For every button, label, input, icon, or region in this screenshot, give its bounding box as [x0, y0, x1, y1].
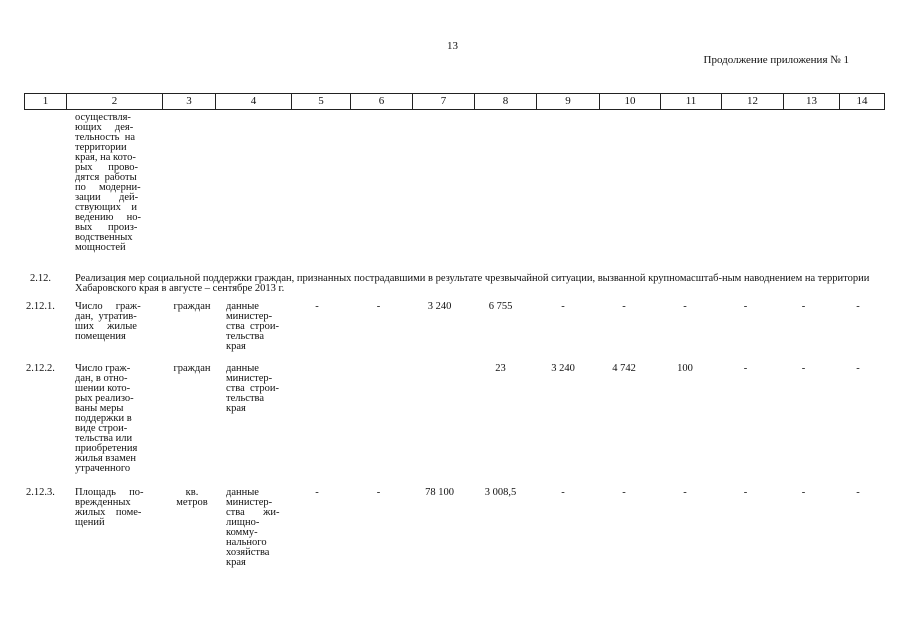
row-unit: граждан [173, 301, 211, 312]
row-value-c10: - [622, 487, 626, 498]
row-value-c12: - [743, 487, 748, 498]
row-value-c9: - [561, 487, 565, 498]
row-value-c10: - [622, 301, 626, 312]
carryover-text: осуществля- ющих дея- тельность на территории края, на кото- рых прово- дятся работы по модерни- зации дей- ствующих и ведению но- вых произ- водственных мощностей [75, 112, 141, 253]
row-value-c8: 23 [495, 363, 506, 374]
column-header: 1 [25, 94, 67, 110]
row-source: данные министер- ства строи- тельства края [226, 301, 279, 352]
row-unit: граждан [173, 363, 211, 374]
row-source: данные министер- ства строи- тельства края [226, 363, 279, 414]
row-value-c11: - [683, 301, 687, 312]
row-value-c7: 3 240 [427, 301, 452, 312]
row-value-c13: - [801, 487, 806, 498]
column-header: 3 [163, 94, 216, 110]
row-number: 2.12.2. [26, 363, 55, 374]
column-header: 13 [784, 94, 840, 110]
row-value-c9: - [561, 301, 565, 312]
column-header: 8 [475, 94, 537, 110]
row-value-c11: - [683, 487, 687, 498]
row-value-c11: 100 [677, 363, 693, 374]
section-number: 2.12. [30, 273, 51, 284]
column-header: 12 [722, 94, 784, 110]
column-header-table [24, 93, 885, 110]
column-header: 6 [351, 94, 413, 110]
column-header: 7 [413, 94, 475, 110]
row-value-c8: 3 008,5 [484, 487, 517, 498]
row-value-c14: - [856, 363, 860, 374]
column-header: 5 [292, 94, 351, 110]
row-name: Число граж- дан, в отно- шении кото- рых реализо- ваны меры поддержки в виде строи- тельства или приобретения жилья взамен утраченного [75, 363, 138, 474]
row-name: Число граж- дан, утратив- ших жилые помещения [75, 301, 141, 342]
row-value-c6: - [376, 301, 381, 312]
row-value-c10: 4 742 [612, 363, 636, 374]
column-header: 14 [840, 94, 885, 110]
continuation-label: Продолжение приложения № 1 [703, 54, 849, 66]
row-value-c5: - [315, 487, 319, 498]
column-header: 11 [661, 94, 722, 110]
row-value-c14: - [856, 487, 860, 498]
row-value-c13: - [801, 301, 806, 312]
row-unit: кв. метров [176, 487, 208, 508]
row-value-c12: - [743, 301, 748, 312]
page-number: 13 [447, 40, 458, 52]
row-value-c12: - [743, 363, 748, 374]
row-value-c5: - [315, 301, 319, 312]
row-value-c8: 6 755 [488, 301, 513, 312]
row-value-c14: - [856, 301, 860, 312]
row-name: Площадь по- врежденных жилых поме- щений [75, 487, 144, 528]
column-header-row [25, 94, 885, 110]
row-value-c13: - [801, 363, 806, 374]
column-header: 9 [537, 94, 600, 110]
column-header: 10 [600, 94, 661, 110]
row-value-c9: 3 240 [551, 363, 575, 374]
column-header: 2 [67, 94, 163, 110]
column-header: 4 [216, 94, 292, 110]
row-number: 2.12.3. [26, 487, 55, 498]
row-source: данные министер- ства жи- лищно- комму- нального хозяйства края [226, 487, 280, 568]
row-number: 2.12.1. [26, 301, 55, 312]
row-value-c6: - [376, 487, 381, 498]
section-title: Реализация мер социальной поддержки граждан, признанных пострадавшими в результате чрезвычайной ситуации, вызванной крупномасштаб-ным наводнением на территории Хабаровского края в августе – сентябре 2013 г. [75, 273, 870, 294]
row-value-c7: 78 100 [425, 487, 454, 498]
